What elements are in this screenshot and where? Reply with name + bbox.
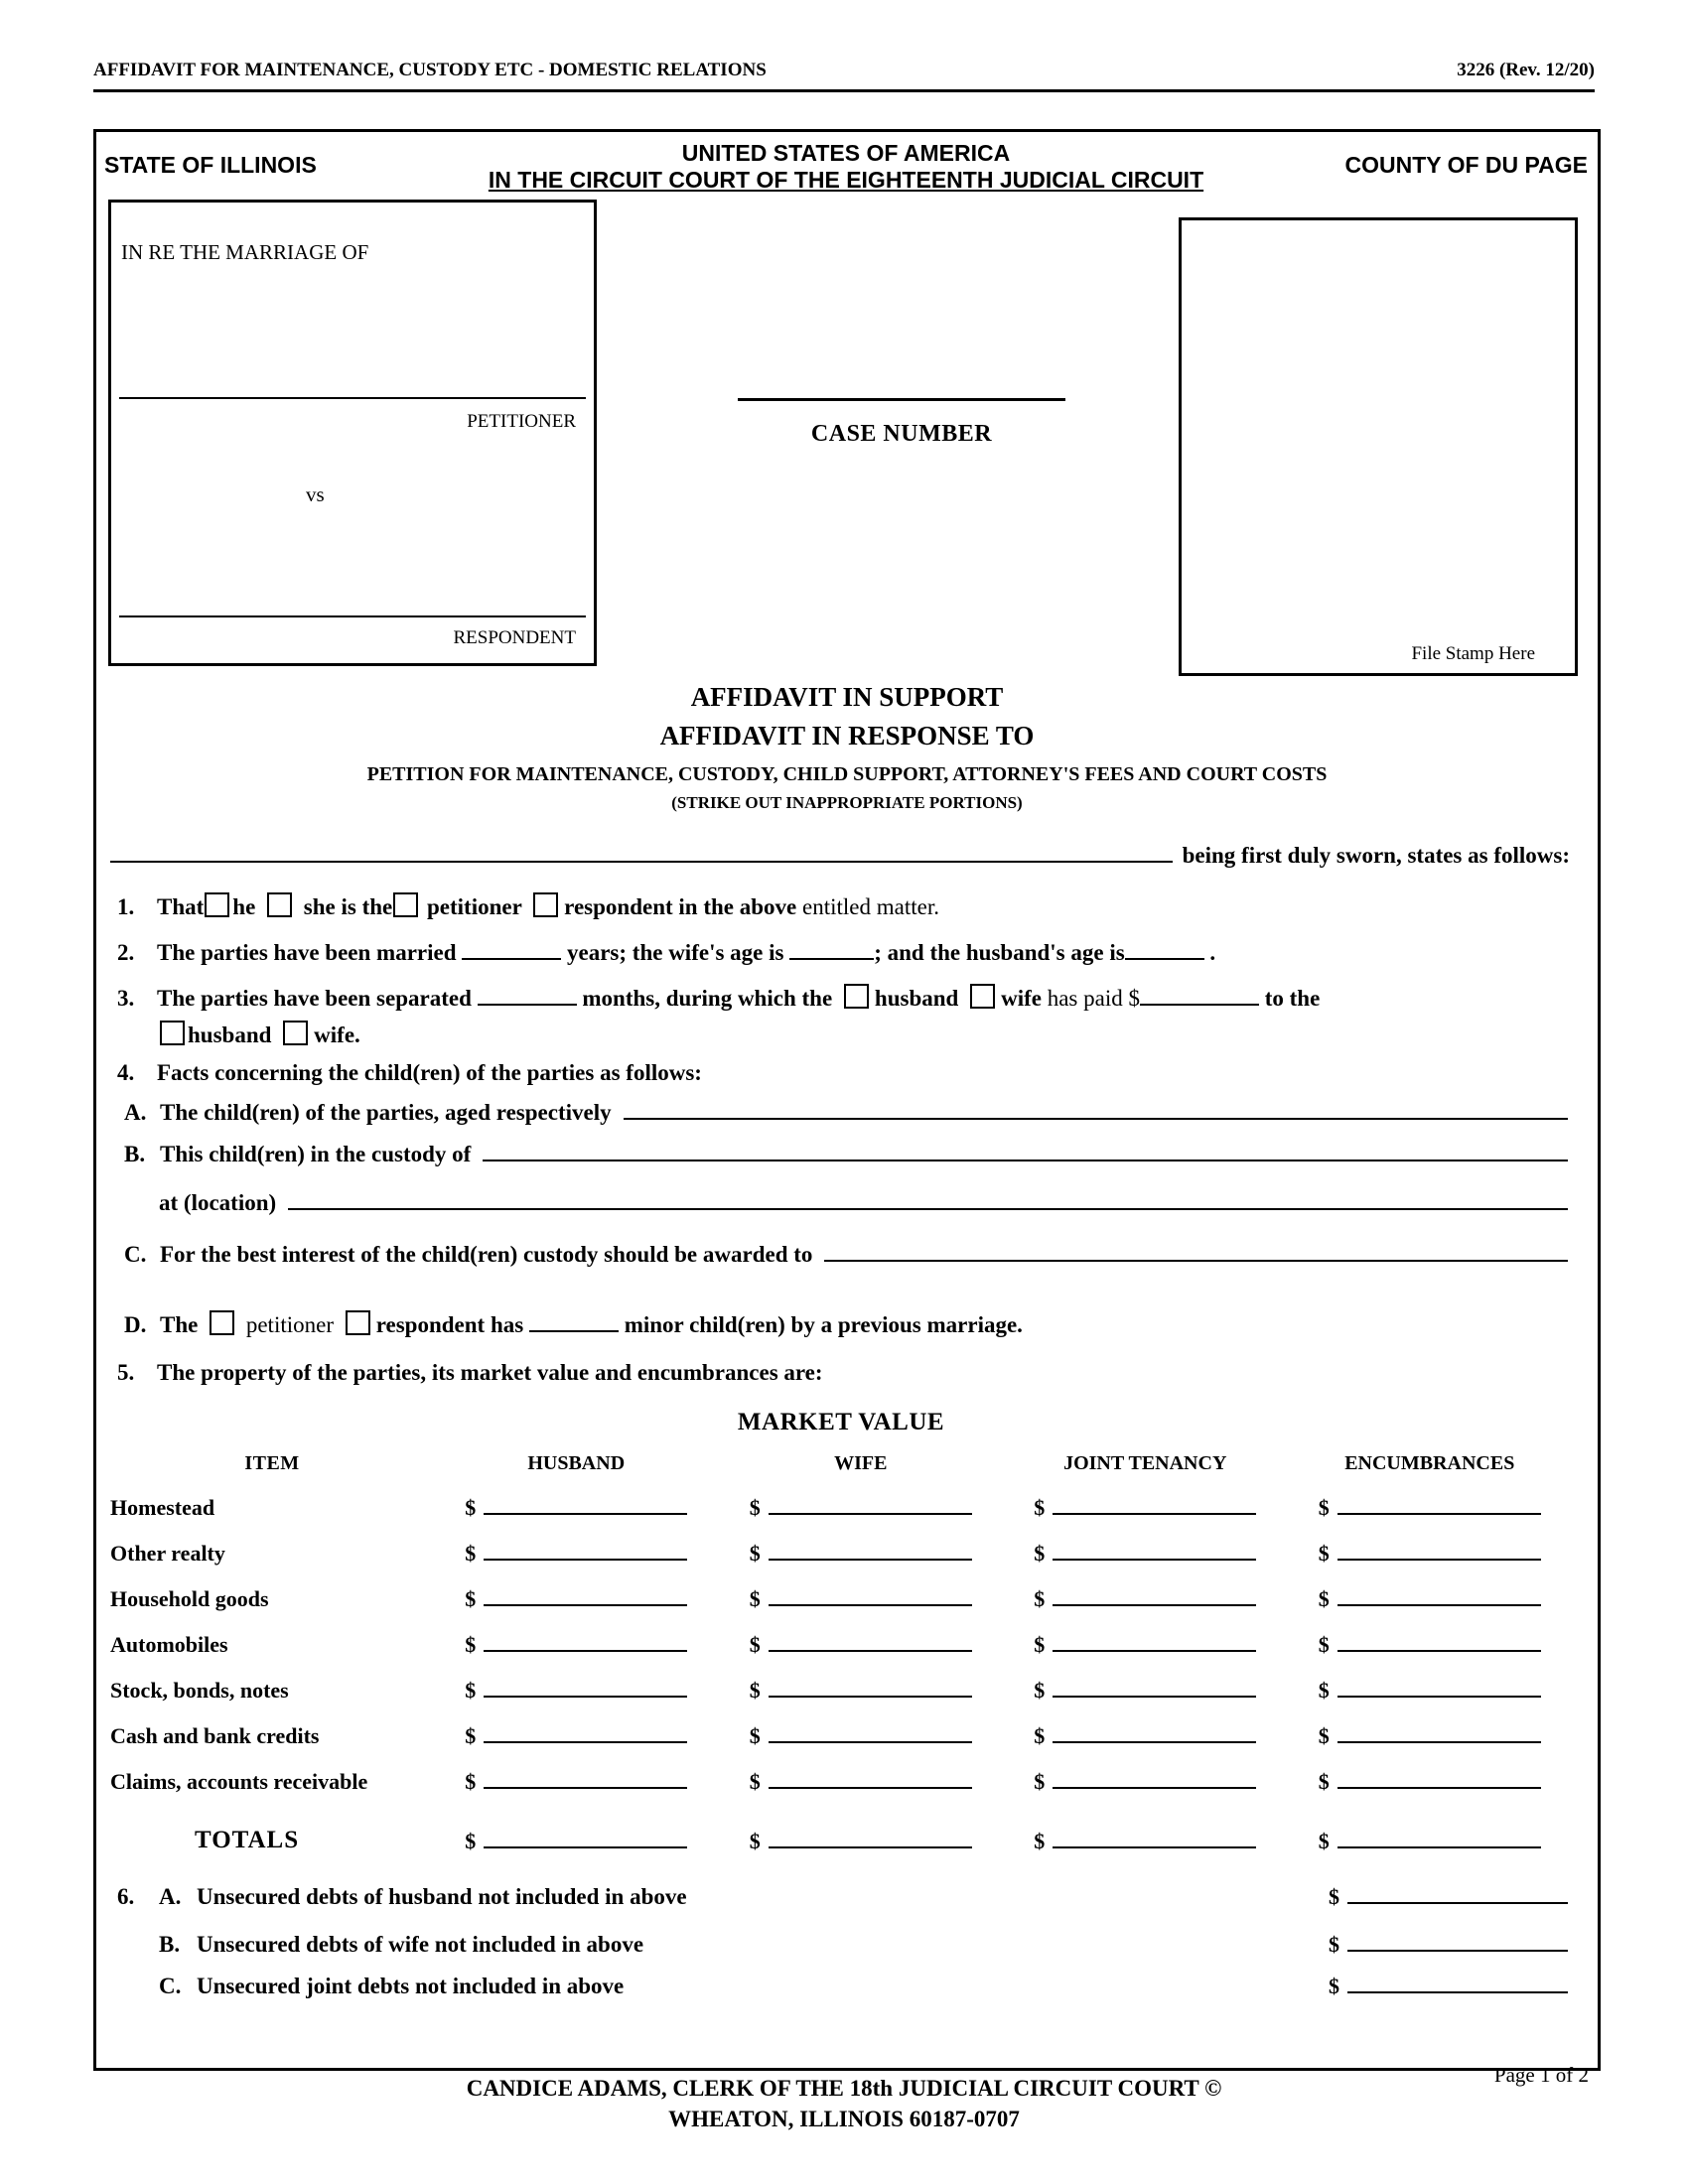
blank-custody-of[interactable] xyxy=(483,1154,1568,1161)
money-cell xyxy=(434,1541,719,1567)
dollar-sign: $ xyxy=(1318,1632,1330,1657)
table-row-other-realty xyxy=(110,1521,1572,1567)
blank-amount[interactable] xyxy=(484,1781,687,1789)
dollar-sign: $ xyxy=(1329,1974,1339,1998)
item-6b-letter: B. xyxy=(159,1932,181,1957)
blank-amount[interactable] xyxy=(1053,1507,1256,1515)
item-1-text: entitled matter. xyxy=(802,894,939,919)
dollar-sign: $ xyxy=(1034,1632,1046,1657)
blank-wife-age[interactable] xyxy=(789,952,874,960)
item-4b-text: This child(ren) in the custody of xyxy=(160,1142,472,1166)
table-row-label: Other realty xyxy=(110,1541,225,1566)
dollar-sign: $ xyxy=(1034,1678,1046,1703)
column-header-item: ITEM xyxy=(244,1452,300,1474)
item-6c-letter: C. xyxy=(159,1974,182,1998)
blank-amount[interactable] xyxy=(1053,1553,1256,1561)
blank-amount[interactable] xyxy=(1337,1735,1541,1743)
item-6a-text: Unsecured debts of husband not included in above xyxy=(197,1884,687,1909)
item-5-text: The property of the parties, its market value and encumbrances are: xyxy=(157,1360,823,1385)
dollar-sign: $ xyxy=(1318,1723,1330,1748)
item-4d xyxy=(117,1310,1568,1339)
item-2 xyxy=(117,938,1568,967)
money-cell xyxy=(1003,1723,1288,1749)
table-row-label: Cash and bank credits xyxy=(110,1723,320,1748)
item-6b xyxy=(117,1932,1568,1958)
checkbox-she-label: she xyxy=(303,894,336,919)
file-stamp-box xyxy=(1179,217,1578,676)
checkbox-wife-paid-label: wife xyxy=(1001,986,1042,1011)
blank-custody-location[interactable] xyxy=(288,1202,1568,1210)
item-4d-text: minor child(ren) by a previous marriage. xyxy=(624,1312,1023,1337)
table-row-label: Stock, bonds, notes xyxy=(110,1678,289,1703)
dollar-sign: $ xyxy=(1034,1495,1046,1520)
blank-amount[interactable] xyxy=(484,1690,687,1698)
table-row-label: Homestead xyxy=(110,1495,215,1520)
item-1-number: 1. xyxy=(117,894,135,919)
item-1 xyxy=(117,892,1568,921)
dollar-sign: $ xyxy=(1329,1932,1339,1957)
header-divider xyxy=(93,89,1595,92)
dollar-sign: $ xyxy=(465,1829,477,1853)
checkbox-petitioner-previous-label: petitioner xyxy=(245,1312,334,1337)
checkbox-respondent-label: respondent xyxy=(564,894,673,919)
checkbox-respondent[interactable] xyxy=(533,892,558,917)
item-4c-letter: C. xyxy=(124,1242,147,1267)
dollar-sign: $ xyxy=(465,1769,477,1794)
sworn-text: being first duly sworn, states as follows: xyxy=(1182,843,1570,868)
money-cell xyxy=(1003,1586,1288,1612)
page-number: Page 1 of 2 xyxy=(1493,2063,1589,2087)
item-6c-text: Unsecured joint debts not included in above xyxy=(197,1974,625,1998)
blank-amount[interactable] xyxy=(1053,1690,1256,1698)
location-label: at (location) xyxy=(159,1190,277,1215)
clerk-name-line: CANDICE ADAMS, CLERK OF THE 18th JUDICIAL CIRCUIT COURT © xyxy=(466,2076,1222,2101)
money-cell xyxy=(719,1678,1004,1704)
totals-label: TOTALS xyxy=(195,1827,300,1853)
strike-instruction: (STRIKE OUT INAPPROPRIATE PORTIONS) xyxy=(671,793,1023,812)
blank-husband-debts[interactable] xyxy=(1347,1896,1568,1904)
nation-label: UNITED STATES OF AMERICA xyxy=(681,140,1011,166)
table-row-label: Household goods xyxy=(110,1586,269,1611)
blank-amount[interactable] xyxy=(769,1690,972,1698)
item-4c xyxy=(117,1240,1568,1269)
item-4c-text: For the best interest of the child(ren) custody should be awarded to xyxy=(160,1242,813,1267)
item-3-continued xyxy=(159,1021,1568,1049)
money-cell xyxy=(1003,1769,1288,1795)
case-caption-box xyxy=(108,200,597,666)
dollar-sign: $ xyxy=(465,1586,477,1611)
column-header-joint-tenancy: JOINT TENANCY xyxy=(1063,1452,1227,1474)
blank-amount[interactable] xyxy=(1337,1598,1541,1606)
case-number-line[interactable] xyxy=(738,398,1065,401)
blank-amount[interactable] xyxy=(769,1553,972,1561)
item-2-text: . xyxy=(1209,940,1216,965)
dollar-sign: $ xyxy=(465,1723,477,1748)
petitioner-label: PETITIONER xyxy=(467,411,576,432)
money-cell xyxy=(1003,1829,1288,1854)
money-cell xyxy=(719,1586,1004,1612)
blank-amount[interactable] xyxy=(484,1598,687,1606)
dollar-sign: $ xyxy=(465,1495,477,1520)
checkbox-petitioner[interactable] xyxy=(393,892,418,917)
petition-subtitle: PETITION FOR MAINTENANCE, CUSTODY, CHILD SUPPORT, ATTORNEY'S FEES AND COURT COSTS xyxy=(366,763,1328,785)
blank-amount[interactable] xyxy=(1337,1690,1541,1698)
dollar-sign: $ xyxy=(1318,1586,1330,1611)
checkbox-wife-paid[interactable] xyxy=(970,984,995,1009)
in-re-label: IN RE THE MARRIAGE OF xyxy=(121,240,369,264)
affidavit-response-title: AFFIDAVIT IN RESPONSE TO xyxy=(659,721,1035,751)
column-header-husband: HUSBAND xyxy=(527,1452,626,1474)
blank-months-separated[interactable] xyxy=(478,998,577,1006)
blank-minor-children-count[interactable] xyxy=(529,1324,619,1332)
money-cell xyxy=(1003,1495,1288,1521)
blank-amount[interactable] xyxy=(484,1553,687,1561)
dollar-sign: $ xyxy=(1318,1541,1330,1566)
money-cell xyxy=(719,1541,1004,1567)
blank-amount[interactable] xyxy=(1053,1598,1256,1606)
file-stamp-label: File Stamp Here xyxy=(1411,643,1535,664)
market-table-header xyxy=(110,1452,1572,1475)
item-4d-letter: D. xyxy=(124,1312,147,1337)
dollar-sign: $ xyxy=(465,1678,477,1703)
checkbox-husband-paid-label: husband xyxy=(874,986,959,1011)
case-caption-region xyxy=(108,198,1582,676)
market-value-section xyxy=(110,1409,1572,1854)
dollar-sign: $ xyxy=(749,1586,761,1611)
blank-husband-age[interactable] xyxy=(1125,952,1204,960)
blank-years-married[interactable] xyxy=(462,952,561,960)
item-2-number: 2. xyxy=(117,940,135,965)
market-value-heading: MARKET VALUE xyxy=(737,1409,945,1435)
table-row-totals xyxy=(110,1795,1572,1854)
blank-amount[interactable] xyxy=(769,1735,972,1743)
item-5 xyxy=(117,1358,1568,1387)
money-cell xyxy=(1288,1632,1573,1658)
money-cell xyxy=(1288,1769,1573,1795)
dollar-sign: $ xyxy=(1329,1884,1339,1909)
blank-amount[interactable] xyxy=(1053,1735,1256,1743)
money-cell xyxy=(434,1829,719,1854)
dollar-sign: $ xyxy=(749,1678,761,1703)
money-cell xyxy=(434,1632,719,1658)
item-4b-letter: B. xyxy=(124,1142,146,1166)
money-cell xyxy=(1288,1541,1573,1567)
blank-amount[interactable] xyxy=(769,1598,972,1606)
blank-joint-debts[interactable] xyxy=(1347,1985,1568,1993)
blank-total[interactable] xyxy=(769,1841,972,1848)
money-cell xyxy=(719,1723,1004,1749)
column-header-encumbrances: ENCUMBRANCES xyxy=(1344,1452,1515,1474)
vs-label: vs xyxy=(306,482,325,506)
blank-wife-debts[interactable] xyxy=(1347,1944,1568,1952)
table-row-homestead xyxy=(110,1475,1572,1521)
blank-amount[interactable] xyxy=(769,1781,972,1789)
affiant-name-line[interactable] xyxy=(110,855,1173,863)
dollar-sign: $ xyxy=(749,1495,761,1520)
item-3-text: to the xyxy=(1264,986,1321,1011)
item-2-text: years; the wife's age is xyxy=(567,940,784,965)
table-row-claims xyxy=(110,1749,1572,1795)
clerk-footer xyxy=(0,2073,1688,2134)
blank-total[interactable] xyxy=(484,1841,687,1848)
item-1-text: is the xyxy=(341,894,393,919)
dollar-sign: $ xyxy=(749,1723,761,1748)
item-1-text: That xyxy=(157,894,205,919)
item-6a xyxy=(117,1884,1568,1910)
blank-amount[interactable] xyxy=(484,1735,687,1743)
affidavit-support-title: AFFIDAVIT IN SUPPORT xyxy=(690,682,1004,712)
numbered-items xyxy=(96,892,1598,1387)
money-cell xyxy=(434,1723,719,1749)
blank-children-ages[interactable] xyxy=(624,1112,1568,1120)
dollar-sign: $ xyxy=(1034,1723,1046,1748)
item-4d-text: The xyxy=(160,1312,199,1337)
blank-amount[interactable] xyxy=(484,1507,687,1515)
blank-custody-awarded-to[interactable] xyxy=(824,1254,1568,1262)
dollar-sign: $ xyxy=(1318,1769,1330,1794)
dollar-sign: $ xyxy=(1034,1541,1046,1566)
dollar-sign: $ xyxy=(1034,1769,1046,1794)
sworn-statement-row xyxy=(110,843,1570,869)
blank-amount-paid[interactable] xyxy=(1140,998,1259,1006)
county-label: COUNTY OF DU PAGE xyxy=(1344,152,1588,178)
blank-total[interactable] xyxy=(1053,1841,1256,1848)
table-row-cash xyxy=(110,1704,1572,1749)
dollar-sign: $ xyxy=(465,1632,477,1657)
money-cell xyxy=(1288,1586,1573,1612)
item-3-text: has paid $ xyxy=(1047,986,1140,1011)
item-6-section xyxy=(96,1884,1598,1999)
document-header xyxy=(93,60,1595,81)
table-row-household-goods xyxy=(110,1567,1572,1612)
form-title-header: AFFIDAVIT FOR MAINTENANCE, CUSTODY ETC - DOMESTIC RELATIONS xyxy=(93,60,767,80)
checkbox-he[interactable] xyxy=(205,892,229,917)
item-4-number: 4. xyxy=(117,1060,135,1085)
dollar-sign: $ xyxy=(1318,1678,1330,1703)
item-4a-letter: A. xyxy=(124,1100,147,1125)
item-3-text: The parties have been separated xyxy=(157,986,472,1011)
checkbox-petitioner-label: petitioner xyxy=(427,894,522,919)
checkbox-respondent-previous-label: respondent has xyxy=(375,1312,524,1337)
money-cell xyxy=(434,1495,719,1521)
item-4a-text: The child(ren) of the parties, aged respectively xyxy=(160,1100,612,1125)
blank-total[interactable] xyxy=(1337,1841,1541,1848)
petitioner-name-line[interactable] xyxy=(119,397,586,399)
dollar-sign: $ xyxy=(749,1541,761,1566)
dollar-sign: $ xyxy=(749,1632,761,1657)
checkbox-petitioner-previous[interactable] xyxy=(210,1310,234,1335)
item-4b-location xyxy=(159,1188,1568,1217)
checkbox-he-label: he xyxy=(232,894,256,919)
item-3-number: 3. xyxy=(117,986,135,1011)
item-3 xyxy=(117,984,1568,1013)
blank-amount[interactable] xyxy=(1053,1644,1256,1652)
court-header xyxy=(96,132,1598,194)
checkbox-husband-paid-to-label: husband xyxy=(188,1023,272,1047)
blank-amount[interactable] xyxy=(484,1644,687,1652)
dollar-sign: $ xyxy=(1034,1829,1046,1853)
item-6b-text: Unsecured debts of wife not included in above xyxy=(197,1932,644,1957)
dollar-sign: $ xyxy=(1034,1586,1046,1611)
money-cell xyxy=(1003,1632,1288,1658)
checkbox-she[interactable] xyxy=(267,892,292,917)
blank-amount[interactable] xyxy=(1337,1553,1541,1561)
table-row-stocks xyxy=(110,1658,1572,1704)
money-cell xyxy=(1003,1541,1288,1567)
item-4a xyxy=(117,1098,1568,1127)
money-cell xyxy=(1288,1495,1573,1521)
money-cell xyxy=(1003,1678,1288,1704)
blank-amount[interactable] xyxy=(1337,1644,1541,1652)
checkbox-wife-paid-to-label: wife. xyxy=(314,1023,360,1047)
checkbox-husband-paid[interactable] xyxy=(844,984,869,1009)
money-cell xyxy=(434,1678,719,1704)
money-cell xyxy=(719,1632,1004,1658)
clerk-address-line: WHEATON, ILLINOIS 60187-0707 xyxy=(668,2107,1020,2131)
item-6c xyxy=(117,1974,1568,1999)
respondent-name-line[interactable] xyxy=(119,615,586,617)
checkbox-wife-paid-to[interactable] xyxy=(283,1021,308,1045)
respondent-label: RESPONDENT xyxy=(453,627,576,648)
form-number: 3226 (Rev. 12/20) xyxy=(1457,60,1595,80)
table-row-automobiles xyxy=(110,1612,1572,1658)
item-4b xyxy=(117,1140,1568,1168)
case-number-label: CASE NUMBER xyxy=(810,421,993,447)
state-label: STATE OF ILLINOIS xyxy=(104,152,317,178)
item-3-text: months, during which the xyxy=(582,986,833,1011)
dollar-sign: $ xyxy=(465,1541,477,1566)
money-cell xyxy=(1288,1829,1573,1854)
dollar-sign: $ xyxy=(1318,1829,1330,1853)
dollar-sign: $ xyxy=(1318,1495,1330,1520)
blank-amount[interactable] xyxy=(1337,1507,1541,1515)
case-number-block xyxy=(738,198,1065,448)
item-2-text: The parties have been married xyxy=(157,940,457,965)
money-cell xyxy=(719,1495,1004,1521)
dollar-sign: $ xyxy=(749,1769,761,1794)
blank-amount[interactable] xyxy=(1053,1781,1256,1789)
form-titles xyxy=(96,682,1598,813)
money-cell xyxy=(1288,1723,1573,1749)
circuit-court-label: IN THE CIRCUIT COURT OF THE EIGHTEENTH JUDICIAL CIRCUIT xyxy=(488,167,1204,193)
item-6a-letter: A. xyxy=(159,1884,182,1909)
form-border-box xyxy=(93,129,1601,2071)
item-2-text: ; and the husband's age is xyxy=(874,940,1125,965)
blank-amount[interactable] xyxy=(769,1644,972,1652)
item-4 xyxy=(117,1058,1568,1087)
money-cell xyxy=(1288,1678,1573,1704)
table-row-label: Claims, accounts receivable xyxy=(110,1769,368,1794)
money-cell xyxy=(719,1769,1004,1795)
checkbox-respondent-previous[interactable] xyxy=(346,1310,370,1335)
blank-amount[interactable] xyxy=(769,1507,972,1515)
table-row-label: Automobiles xyxy=(110,1632,228,1657)
item-1-text: in the above xyxy=(678,894,797,919)
money-cell xyxy=(719,1829,1004,1854)
blank-amount[interactable] xyxy=(1337,1781,1541,1789)
item-6-number: 6. xyxy=(117,1884,135,1909)
column-header-wife: WIFE xyxy=(834,1452,888,1474)
dollar-sign: $ xyxy=(749,1829,761,1853)
checkbox-husband-paid-to[interactable] xyxy=(160,1021,185,1045)
money-cell xyxy=(434,1586,719,1612)
item-4-text: Facts concerning the child(ren) of the parties as follows: xyxy=(157,1060,702,1085)
item-5-number: 5. xyxy=(117,1360,135,1385)
money-cell xyxy=(434,1769,719,1795)
